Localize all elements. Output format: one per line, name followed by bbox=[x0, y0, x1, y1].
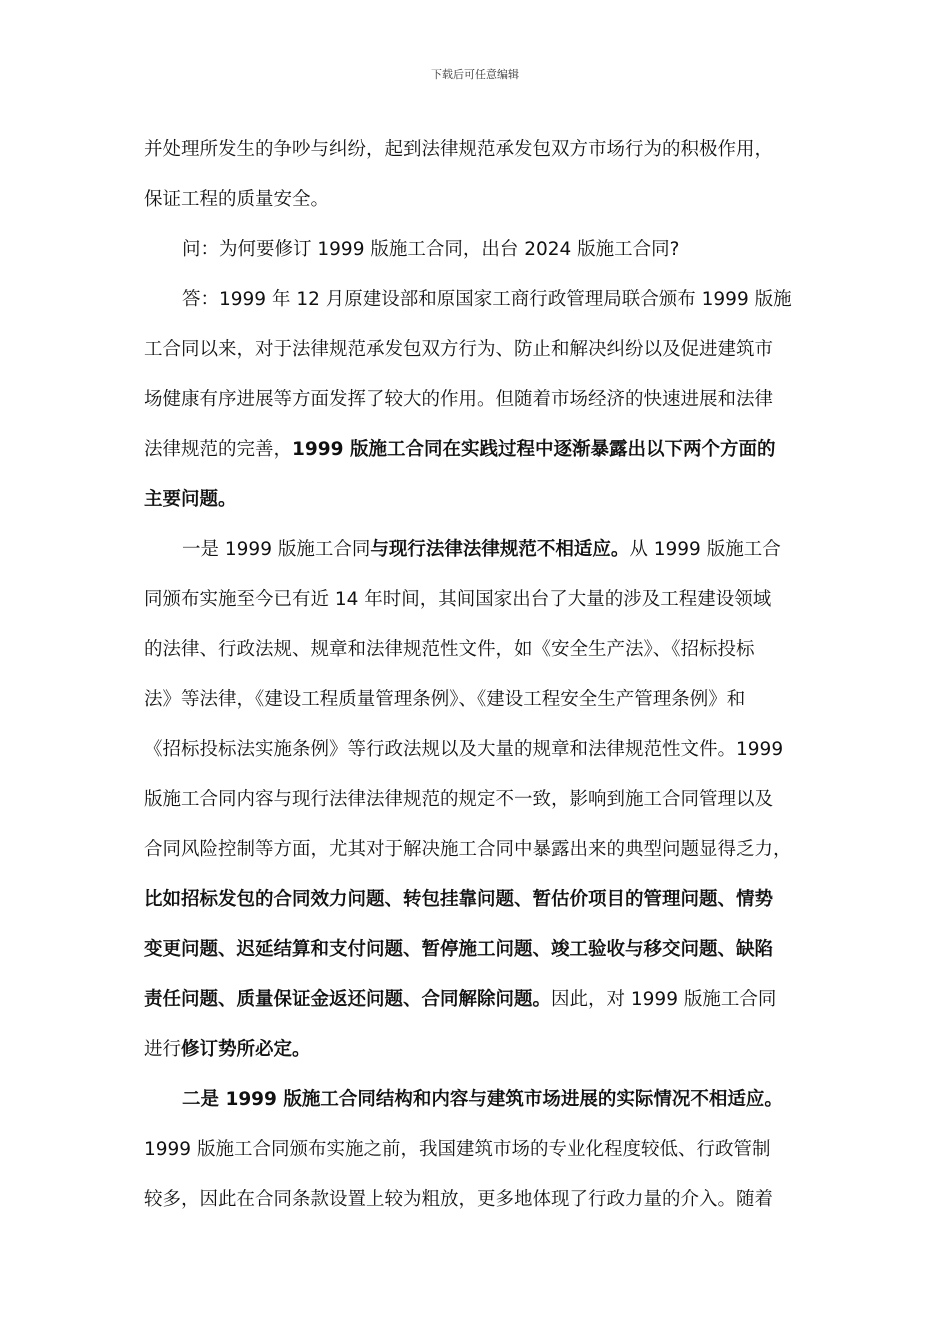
text-line bbox=[144, 1125, 806, 1175]
text-line bbox=[144, 925, 806, 975]
text-run: 工合同以来，对于法律规范承发包双方行为、防止和解决纠纷以及促进建筑市 bbox=[144, 339, 774, 360]
text-line bbox=[144, 1175, 806, 1225]
text-run: 法律规范的完善， bbox=[144, 439, 293, 460]
bold-text-run: 修订势所必定。 bbox=[181, 1039, 311, 1060]
bold-text-run: 责任问题、质量保证金返还问题、合同解除问题。 bbox=[144, 989, 552, 1010]
text-line bbox=[144, 325, 806, 375]
text-line bbox=[144, 575, 806, 625]
bold-text-run: 比如招标发包的合同效力问题、转包挂靠问题、暂估价项目的管理问题、情势 bbox=[144, 889, 774, 910]
page-header-note: 下载后可任意编辑 bbox=[431, 68, 519, 81]
text-line bbox=[144, 475, 806, 525]
text-run: 问：为何要修订 1999 版施工合同，出台 2024 版施工合同? bbox=[182, 239, 680, 260]
bold-text-run: 主要问题。 bbox=[144, 489, 237, 510]
text-run: 并处理所发生的争吵与纠纷，起到法律规范承发包双方市场行为的积极作用， bbox=[144, 139, 774, 160]
text-run: 答：1999 年 12 月原建设部和原国家工商行政管理局联合颁布 1999 版施 bbox=[182, 289, 792, 310]
text-line bbox=[144, 1075, 806, 1125]
text-run: 的法律、行政法规、规章和法律规范性文件，如《安全生产法》、《招标投标 bbox=[144, 639, 755, 660]
text-run: 《招标投标法实施条例》等行政法规以及大量的规章和法律规范性文件。1999 bbox=[144, 739, 784, 760]
text-run: 1999 版施工合同颁布实施之前，我国建筑市场的专业化程度较低、行政管制 bbox=[144, 1139, 771, 1160]
bold-text-run: 二是 1999 版施工合同结构和内容与建筑市场进展的实际情况不相适应。 bbox=[182, 1089, 783, 1110]
bold-text-run: 与现行法律法律规范不相适应。 bbox=[370, 539, 630, 560]
text-run: 进行 bbox=[144, 1039, 182, 1060]
text-line bbox=[144, 975, 806, 1025]
text-run: 较多，因此在合同条款设置上较为粗放，更多地体现了行政力量的介入。随着 bbox=[144, 1189, 774, 1210]
text-run: 同颁布实施至今已有近 14 年时间，其间国家出台了大量的涉及工程建设领域 bbox=[144, 589, 772, 610]
text-run: 保证工程的质量安全。 bbox=[144, 189, 330, 210]
text-run: 场健康有序进展等方面发挥了较大的作用。但随着市场经济的快速进展和法律 bbox=[144, 389, 774, 410]
text-run: 合同风险控制等方面，尤其对于解决施工合同中暴露出来的典型问题显得乏力， bbox=[144, 839, 792, 860]
text-line bbox=[144, 275, 806, 325]
text-line bbox=[144, 525, 806, 575]
text-line bbox=[144, 425, 806, 475]
text-run: 从 1999 版施工合 bbox=[629, 539, 781, 560]
text-line bbox=[144, 375, 806, 425]
text-line bbox=[144, 675, 806, 725]
text-line bbox=[144, 175, 806, 225]
text-run: 法》等法律，《建设工程质量管理条例》、《建设工程安全生产管理条例》和 bbox=[144, 689, 746, 710]
text-line bbox=[144, 125, 806, 175]
text-line bbox=[144, 725, 806, 775]
text-line bbox=[144, 225, 806, 275]
bold-text-run: 变更问题、迟延结算和支付问题、暂停施工问题、竣工验收与移交问题、缺陷 bbox=[144, 939, 774, 960]
text-run: 一是 1999 版施工合同 bbox=[182, 539, 371, 560]
text-run: 因此，对 1999 版施工合同 bbox=[551, 989, 777, 1010]
text-line bbox=[144, 875, 806, 925]
text-line bbox=[144, 1025, 806, 1075]
document-body bbox=[144, 125, 806, 1225]
text-run: 版施工合同内容与现行法律法律规范的规定不一致，影响到施工合同管理以及 bbox=[144, 789, 774, 810]
text-line bbox=[144, 825, 806, 875]
bold-text-run: 1999 版施工合同在实践过程中逐渐暴露出以下两个方面的 bbox=[292, 439, 776, 460]
text-line bbox=[144, 625, 806, 675]
text-line bbox=[144, 775, 806, 825]
